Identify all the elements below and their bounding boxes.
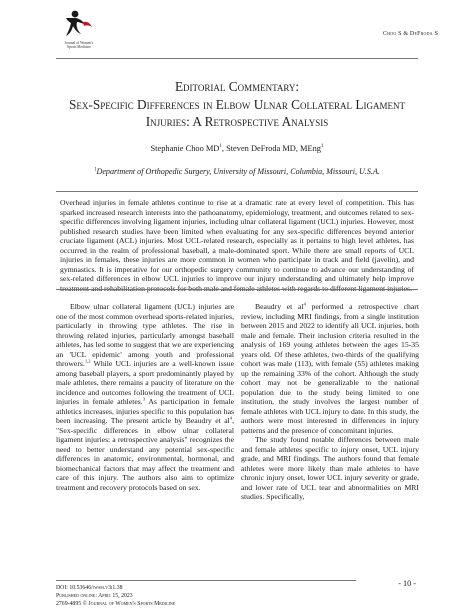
body-column-left xyxy=(56,302,234,492)
body-column-right xyxy=(241,302,419,502)
title-line-3: Injuries: A Retrospective Analysis xyxy=(145,114,329,130)
footer-published-date: Published online: April 15, 2023 xyxy=(56,592,133,599)
article-title xyxy=(40,78,434,131)
body-paragraph xyxy=(56,302,234,492)
body-text: Elbow ulnar collateral ligament (UCL) injuries are one of the most common overhead sports-related injuries, particularly in throwing type athletes. The rise in throwing related injuries, particularly amongst baseball athletes, has led some to suggest that we are experiencing an 'UCL epidemic' among youth and professional throwers. xyxy=(56,302,234,368)
logo-text-line-1: Journal of Women's xyxy=(64,41,94,45)
body-text: Beaudry et al xyxy=(255,302,304,311)
citation-marker: 4 xyxy=(229,415,233,421)
header-divider xyxy=(56,58,418,59)
abstract-top-divider xyxy=(56,191,418,192)
author-separator: , xyxy=(221,144,227,153)
body-text: , "Sex-specific differences in elbow ulnar collateral ligament injuries: a retrospective analysis" recognizes the need to better understand any potential sex-specific differences in anatomic, environmental, hormonal, and biomechanical factors that may affect the treatment and care of this injury. The authors also aim to optimize treatment and recovery protocols based on sex. xyxy=(56,416,234,492)
body-paragraph xyxy=(241,302,419,435)
body-text: As participation in female athletics increases, injuries specific to this population has been increasing. The present article by Beaudry et al xyxy=(56,397,234,425)
citation-marker: 1,2 xyxy=(84,358,91,364)
abstract-bottom-divider xyxy=(56,289,418,290)
title-line-1: Editorial Commentary: xyxy=(174,79,300,94)
runner-figure-icon xyxy=(65,10,93,40)
footer xyxy=(56,585,175,608)
author-line xyxy=(40,144,434,153)
title-line-2: Sex-Specific Differences in Elbow Ulnar Collateral Ligament xyxy=(69,96,405,112)
journal-logo xyxy=(56,10,102,50)
citation-marker: 3 xyxy=(142,396,146,402)
abstract-text: Overhead injuries in female athletes continue to rise at a dramatic rate at every level of competition. This has sparked increased research interests into the pathoanatomy, epidemiology, treatment, and outcomes related to sex-specific differences involving ligament injuries, including ulnar collateral ligament (UCL) injuries. However, most published research studies have been limited when evaluating for any sex-specific differences beyond anterior cruciate ligament (ACL) injuries. Most UCL-related research, especially as it pertains to high level athletes, has occurred in the realm of professional baseball, a male-dominated sport. While there are small reports of UCL injuries in females, these injuries are more common in women who participate in track and field (javelin), and gymnastics. It is imperative for our orthopedic surgery community to continue to advance our understanding of sex-related differences in elbow UCL injuries to improve our injury understanding and ultimately help improve treatment and rehabilitation protocols for both male and female athletes with regards to different ligament injuries. xyxy=(60,198,414,293)
body-paragraph: The study found notable differences between male and female athletes specific to injury onset, UCL injury grade, and MRI findings. The authors found that female athletes were more likely than male athletes to have chronic injury onset, lower UCL injury severity or grade, and lower rate of UCL tear and abnormalities on MRI studies. Specifically, xyxy=(241,435,419,501)
author-2-name: Steven DeFroda MD, MEng xyxy=(226,144,321,153)
body-text: While UCL injuries are a well-known issue among baseball players, a sport predominantly played by male athletes, there remains a paucity of literature on the incidence and outcomes following the treatment of UCL injuries in female athletes. xyxy=(56,359,234,406)
footer-divider xyxy=(56,580,356,581)
author-2-affiliation-marker: 1 xyxy=(320,144,324,150)
body-text: performed a retrospective chart review, including MRI findings, from a single institution between 2015 and 2022 to identify all UCL injuries, both male and female. Their inclusion criteria resulted in the analysis of 169 young athletes between the ages 15-35 years old. Of these athletes, two-thirds of the qualifying cohort was male (113), with female (55) athletes making up the remaining 33% of the cohort. Although the study cohort may not be generalizable to the national population due to the study being limited to one institution, the study involves the largest number of female athletes with UCL injury to date. In this study, the authors were most interested in differences in injury patterns and the presence of concomitant injuries. xyxy=(241,302,419,435)
footer-issn-copyright: 2769-4895 © Journal of Women's Sports Medicine xyxy=(56,600,176,607)
affiliation xyxy=(40,167,434,176)
citation-marker: 4 xyxy=(303,301,306,307)
affiliation-marker: 1 xyxy=(94,167,97,173)
affiliation-text: Department of Orthopedic Surgery, University of Missouri, Columbia, Missouri, U.S.A. xyxy=(96,167,380,176)
author-1-affiliation-marker: 1 xyxy=(219,144,222,150)
running-head: Choo S & DeFroda S xyxy=(382,31,438,37)
footer-doi: DOI: 10.53646/jwsm.v3i1.38 xyxy=(56,585,123,591)
page-number: - 10 - xyxy=(398,579,416,588)
logo-text-line-2: Sports Medicine xyxy=(67,45,91,50)
author-1-name: Stephanie Choo MD xyxy=(150,144,220,153)
